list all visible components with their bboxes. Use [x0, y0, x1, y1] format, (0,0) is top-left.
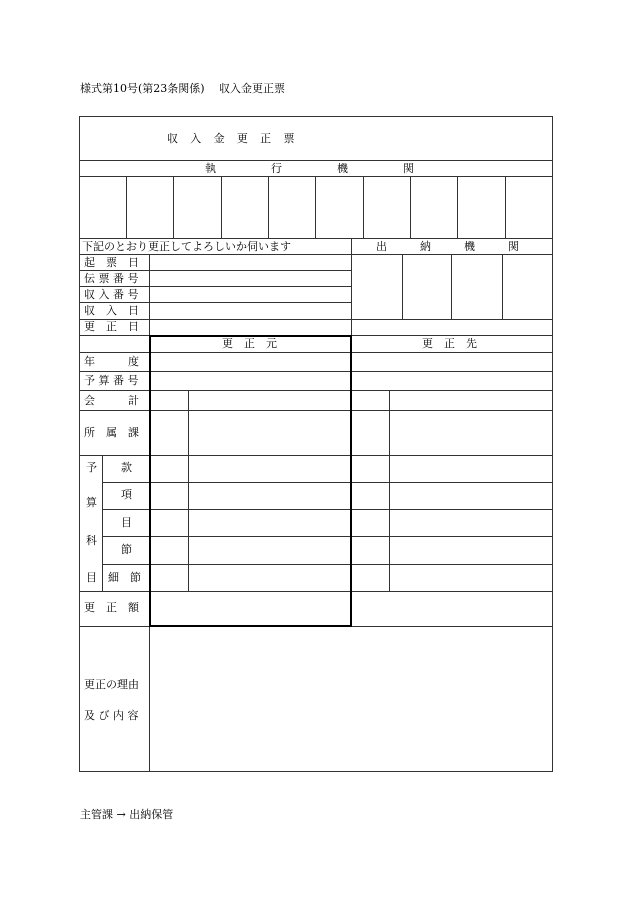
treasury-label: 出 納 機 関	[376, 240, 519, 253]
kan-label: 款	[121, 461, 132, 474]
reason-label-line2: 及 び 内 容	[84, 709, 139, 722]
seal-cell-divider	[221, 176, 222, 238]
slip-number-label: 伝 票 番 号	[84, 272, 139, 285]
budget-vertical-char: 科	[86, 534, 97, 547]
correction-amount-label: 更 正 額	[84, 601, 139, 614]
request-text: 下記のとおり更正してよろしいか伺います	[82, 240, 291, 253]
form-number: 様式第10号(第23条関係)	[80, 82, 205, 95]
treasury-cell-divider	[451, 254, 452, 319]
seal-cell-divider	[126, 176, 127, 238]
divider	[79, 238, 553, 239]
divider	[79, 286, 351, 287]
form-name: 収入金更正票	[219, 82, 285, 95]
moku-label: 目	[121, 516, 132, 529]
correction-date-label: 更 正 日	[84, 320, 139, 333]
seal-cell-divider	[268, 176, 269, 238]
department-label: 所 属 課	[84, 426, 139, 439]
seal-cell-divider	[363, 176, 364, 238]
divider	[79, 254, 553, 255]
budget-vertical-char: 予	[86, 461, 97, 474]
divider	[79, 270, 351, 271]
seal-cell-divider	[505, 176, 506, 238]
execution-section-label: 執 行 機 関	[205, 162, 414, 175]
seal-cell-divider	[315, 176, 316, 238]
reason-label-line1: 更正の理由	[84, 678, 139, 691]
seal-cell-divider	[410, 176, 411, 238]
treasury-cell-divider	[502, 254, 503, 319]
form-title: 収 入 金 更 正 票	[167, 132, 299, 145]
new-column-header: 更 正 先	[422, 337, 477, 350]
seal-cell-divider	[457, 176, 458, 238]
routing-note: 主管課 → 出納保管	[80, 808, 174, 821]
issue-date-label: 起 票 日	[84, 256, 139, 269]
budget-number-label: 予 算 番 号	[84, 374, 139, 387]
original-column-header: 更 正 元	[222, 337, 277, 350]
divider	[79, 319, 553, 320]
treasury-cell-divider	[402, 254, 403, 319]
divider	[102, 455, 103, 591]
seal-cell-divider	[173, 176, 174, 238]
saisetsu-label: 細 節	[108, 571, 141, 584]
receipt-number-label: 収 入 番 号	[84, 288, 139, 301]
receipt-date-label: 収 入 日	[84, 304, 139, 317]
fiscal-year-label: 年 度	[84, 355, 139, 368]
budget-vertical-char: 算	[86, 496, 97, 509]
code-column-divider	[389, 390, 390, 591]
divider	[79, 302, 351, 303]
setsu-label: 節	[121, 543, 132, 556]
original-column-frame	[149, 335, 352, 627]
divider	[79, 176, 553, 177]
kou-label: 項	[121, 488, 132, 501]
divider	[79, 160, 553, 161]
budget-vertical-char: 目	[86, 571, 97, 584]
divider	[351, 238, 352, 335]
account-label: 会 計	[84, 394, 139, 407]
